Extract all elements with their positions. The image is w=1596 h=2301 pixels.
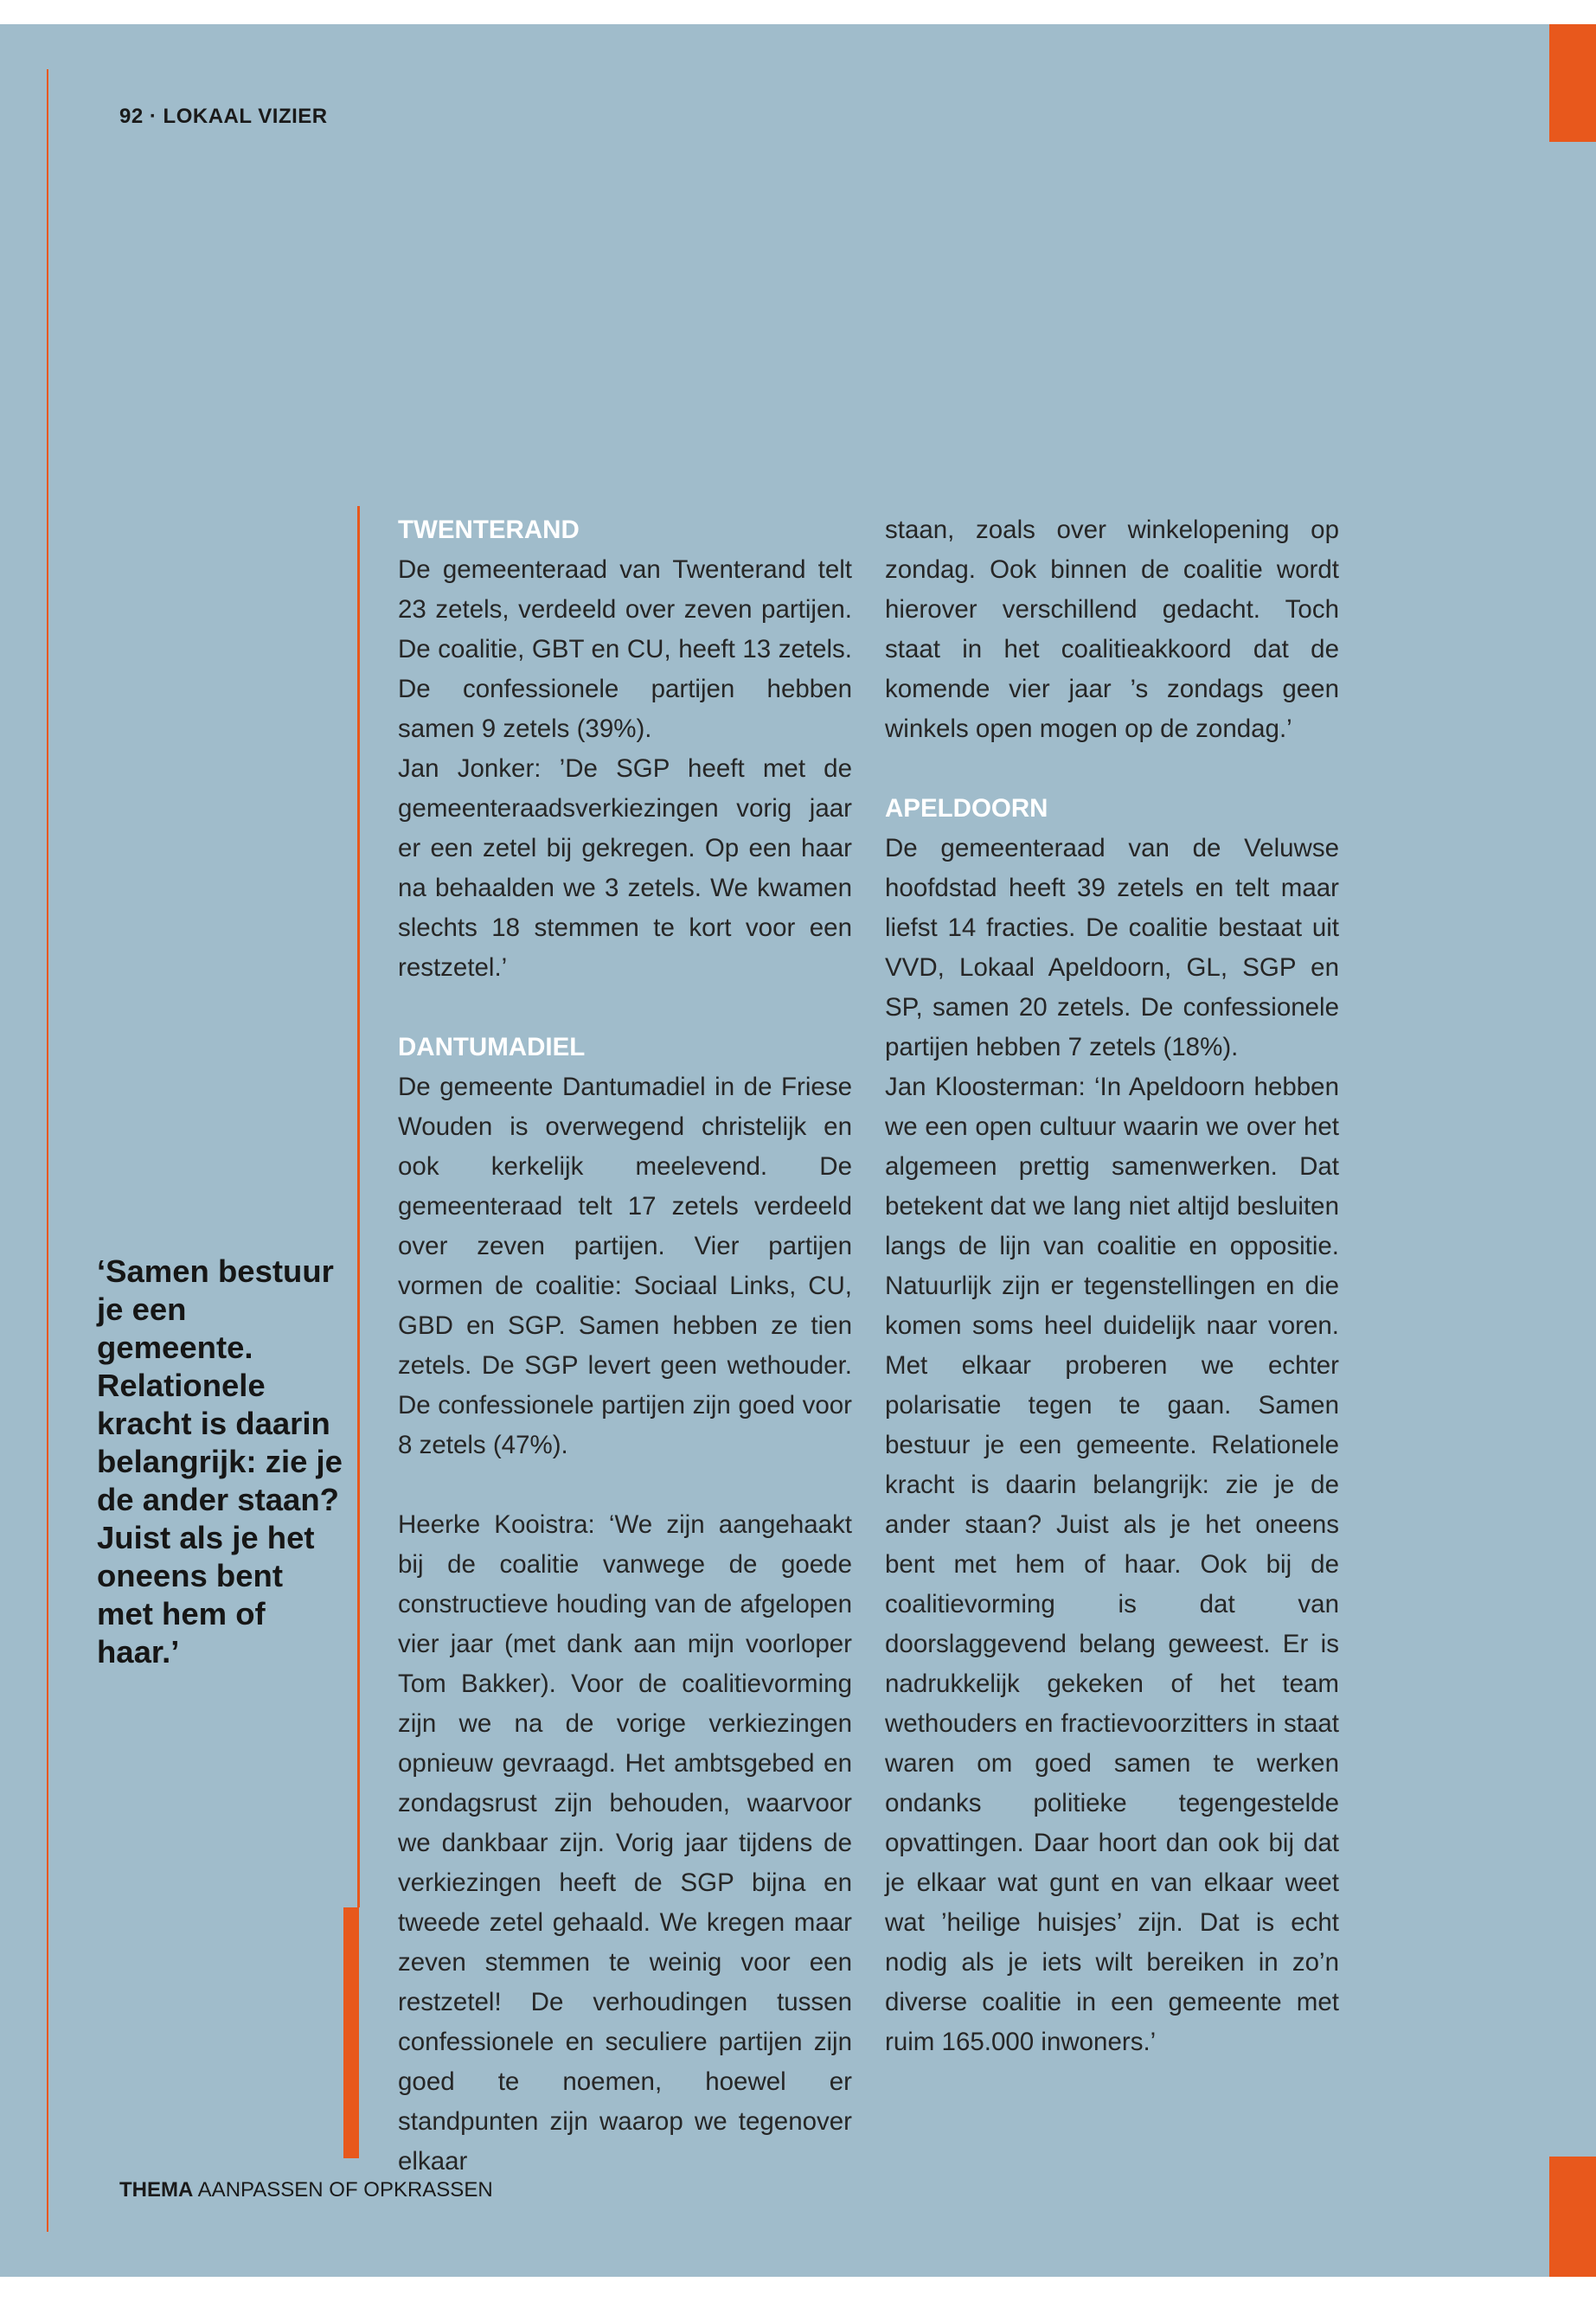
pull-quote: ‘Samen bestuur je een gemeente. Relationele kracht is daarin belangrijk: zie je de ander staan? Juist als je het oneens bent met hem of haar.’ — [97, 1253, 343, 1670]
accent-tab-top — [1549, 24, 1596, 142]
column-rule — [357, 506, 360, 1907]
section-heading-apeldoorn: APELDOORN — [885, 794, 1048, 823]
paragraph: Jan Kloosterman: ‘In Apeldoorn hebben we een open cultuur waarin we over het algemeen prettig samenwerken. Dat betekent dat we lang niet altijd besluiten langs de lijn van coalitie en oppositie. Natuurlijk zijn er tegenstellingen en die komen soms heel duidelijk naar voren. Met elkaar proberen we echter polarisatie tegen te gaan. Samen bestuur je een gemeente. Relationele kracht is daarin belangrijk: zie je de ander staan? Juist als je het oneens bent met hem of haar. Ook bij de coalitievorming is dat van doorslaggevend belang geweest. Er is nadrukkelijk gekeken of het team wethouders en fractievoorzitters in staat waren om goed samen te werken ondanks politieke tegengestelde opvattingen. Daar hoort dan ook bij dat je elkaar wat gunt en van elkaar weet wat ’heilige huisjes’ zijn. Dat is echt nodig als je iets wilt bereiken in zo’n diverse coalitie in een gemeente met ruim 165.000 inwoners.’ — [885, 1073, 1339, 2056]
accent-tab-bottom — [1549, 2157, 1596, 2277]
publication-title: LOKAAL VIZIER — [163, 105, 328, 128]
page-number: 92 — [119, 105, 144, 128]
paragraph-gap — [398, 1465, 852, 1505]
paragraph-gap — [885, 749, 1339, 789]
footer-section-label: THEMA — [119, 2178, 194, 2202]
paragraph: Jan Jonker: ’De SGP heeft met de gemeenteraadsverkiezingen vorig jaar er een zetel bij gekregen. Op een haar na behaalden we 3 zetels. We kwamen slechts 18 stemmen te kort voor een restzetel.’ — [398, 754, 852, 982]
paragraph: De gemeente Dantumadiel in de Friese Wouden is overwegend christelijk en ook kerkelijk meelevend. De gemeenteraad telt 17 zetels verdeeld over zeven partijen. Vier partijen vormen de coalitie: Sociaal Links, CU, GBD en SGP. Samen hebben ze tien zetels. De SGP levert geen wethouder. De confessionele partijen zijn goed voor 8 zetels (47%). — [398, 1073, 852, 1459]
paragraph: De gemeenteraad van Twenterand telt 23 zetels, verdeeld over zeven partijen. De coalitie, GBT en CU, heeft 13 zetels. De confessionele partijen hebben samen 9 zetels (39%). — [398, 555, 852, 743]
footer-section-title: AANPASSEN OF OPKRASSEN — [197, 2178, 493, 2202]
text-column-1 — [398, 510, 852, 2182]
running-footer — [119, 2178, 493, 2202]
paragraph-continuation: staan, zoals over winkelopening op zondag. Ook binnen de coalitie wordt hierover verschillend gedacht. Toch staat in het coalitieakkoord dat de komende vier jaar ’s zondags geen winkels open mogen op de zondag.’ — [885, 516, 1339, 743]
paragraph: De gemeenteraad van de Veluwse hoofdstad heeft 39 zetels en telt maar liefst 14 fracties. De coalitie bestaat uit VVD, Lokaal Apeldoorn, GL, SGP en SP, samen 20 zetels. De confessionele partijen hebben 7 zetels (18%). — [885, 834, 1339, 1061]
paragraph-gap — [398, 988, 852, 1028]
text-column-2 — [885, 510, 1339, 2062]
paragraph: Heerke Kooistra: ‘We zijn aangehaakt bij de coalitie vanwege de goede constructieve houding van de afgelopen vier jaar (met dank aan mijn voorloper Tom Bakker). Voor de coalitievorming zijn we na de vorige verkiezingen opnieuw gevraagd. Het ambtsgebed en zondagsrust zijn behouden, waarvoor we dankbaar zijn. Vorig jaar tijdens de verkiezingen heeft de SGP bijna en tweede zetel gehaald. We kregen maar zeven stemmen te weinig voor een restzetel! De verhoudingen tussen confessionele en seculiere partijen zijn goed te noemen, hoewel er standpunten zijn waarop we tegenover elkaar — [398, 1510, 852, 2176]
column-accent-bar — [343, 1907, 359, 2158]
section-heading-twenterand: TWENTERAND — [398, 516, 580, 544]
header-separator: · — [149, 105, 157, 128]
margin-rule — [47, 69, 48, 2232]
running-header — [119, 105, 328, 129]
section-heading-dantumadiel: DANTUMADIEL — [398, 1033, 586, 1061]
